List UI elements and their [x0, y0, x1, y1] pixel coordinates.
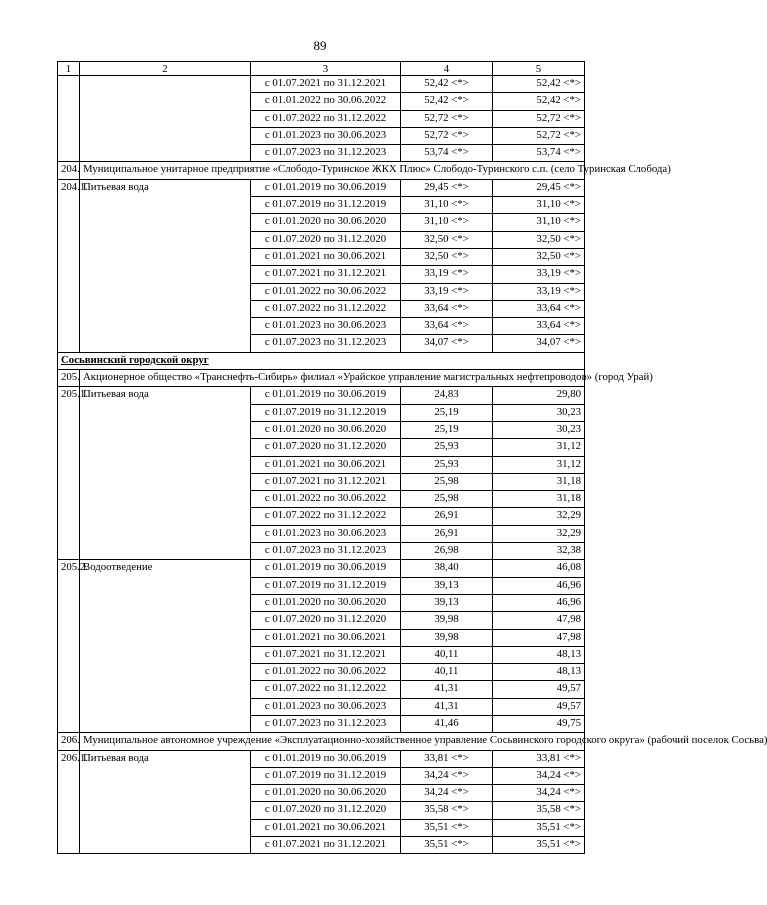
- tariff-value-vat-cell: 33,81 <*>: [493, 750, 585, 767]
- tariff-value-vat-cell: 33,64 <*>: [493, 318, 585, 335]
- tariff-row: [58, 76, 585, 93]
- tariff-value-vat-cell: 31,10 <*>: [493, 214, 585, 231]
- tariff-value-cell: 33,19 <*>: [401, 266, 493, 283]
- service-number: 204.1.: [58, 179, 80, 352]
- tariff-value-vat-cell: 34,07 <*>: [493, 335, 585, 352]
- tariff-value-vat-cell: 49,75: [493, 715, 585, 732]
- tariff-value-vat-cell: 53,74 <*>: [493, 145, 585, 162]
- tariff-value-cell: 53,74 <*>: [401, 145, 493, 162]
- period-cell: с 01.07.2020 по 31.12.2020: [251, 612, 401, 629]
- tariff-value-cell: 33,19 <*>: [401, 283, 493, 300]
- period-cell: с 01.07.2019 по 31.12.2019: [251, 404, 401, 421]
- tariff-value-cell: 41,31: [401, 698, 493, 715]
- period-cell: с 01.07.2022 по 31.12.2022: [251, 681, 401, 698]
- tariff-value-cell: 31,10 <*>: [401, 214, 493, 231]
- tariff-value-cell: 26,91: [401, 508, 493, 525]
- organization-number: 204.: [58, 162, 80, 179]
- period-cell: с 01.07.2020 по 31.12.2020: [251, 802, 401, 819]
- period-cell: с 01.01.2021 по 30.06.2021: [251, 248, 401, 265]
- period-cell: с 01.07.2019 по 31.12.2019: [251, 767, 401, 784]
- tariff-value-vat-cell: 48,13: [493, 646, 585, 663]
- tariff-row: [58, 387, 585, 404]
- tariff-value-vat-cell: 48,13: [493, 664, 585, 681]
- tariff-value-vat-cell: 31,12: [493, 456, 585, 473]
- tariff-value-vat-cell: 32,29: [493, 525, 585, 542]
- period-cell: с 01.07.2019 по 31.12.2019: [251, 577, 401, 594]
- tariff-value-vat-cell: 49,57: [493, 681, 585, 698]
- tariff-value-vat-cell: 35,58 <*>: [493, 802, 585, 819]
- tariff-value-vat-cell: 35,51 <*>: [493, 819, 585, 836]
- tariff-row: [58, 179, 585, 196]
- tariff-value-vat-cell: 34,24 <*>: [493, 785, 585, 802]
- tariff-value-vat-cell: 33,64 <*>: [493, 300, 585, 317]
- tariff-value-vat-cell: 52,42 <*>: [493, 76, 585, 93]
- tariff-value-cell: 52,42 <*>: [401, 76, 493, 93]
- service-name: Питьевая вода: [80, 750, 251, 854]
- period-cell: с 01.01.2023 по 30.06.2023: [251, 698, 401, 715]
- period-cell: с 01.01.2023 по 30.06.2023: [251, 525, 401, 542]
- period-cell: с 01.07.2021 по 31.12.2021: [251, 473, 401, 490]
- tariff-value-vat-cell: 29,80: [493, 387, 585, 404]
- organization-name: Муниципальное унитарное предприятие «Слободо-Туринское ЖКХ Плюс» Слободо-Туринского с.п. (село Туринская Слобода): [80, 162, 585, 179]
- tariff-table-body: [58, 62, 767, 854]
- organization-number: 206.: [58, 733, 80, 750]
- tariff-value-vat-cell: 47,98: [493, 612, 585, 629]
- tariff-value-cell: 33,81 <*>: [401, 750, 493, 767]
- service-name: Питьевая вода: [80, 179, 251, 352]
- period-cell: с 01.01.2019 по 30.06.2019: [251, 750, 401, 767]
- period-cell: с 01.07.2023 по 31.12.2023: [251, 715, 401, 732]
- period-cell: с 01.01.2022 по 30.06.2022: [251, 491, 401, 508]
- column-number-header: [58, 62, 585, 76]
- tariff-value-cell: 39,13: [401, 577, 493, 594]
- period-cell: с 01.07.2022 по 31.12.2022: [251, 110, 401, 127]
- period-cell: с 01.07.2020 по 31.12.2020: [251, 231, 401, 248]
- tariff-value-vat-cell: 31,18: [493, 491, 585, 508]
- period-cell: с 01.01.2021 по 30.06.2021: [251, 629, 401, 646]
- tariff-value-vat-cell: 52,42 <*>: [493, 93, 585, 110]
- tariff-value-cell: 29,45 <*>: [401, 179, 493, 196]
- tariff-value-vat-cell: 46,08: [493, 560, 585, 577]
- service-number: 205.2.: [58, 560, 80, 733]
- tariff-value-cell: 32,50 <*>: [401, 248, 493, 265]
- tariff-value-cell: 24,83: [401, 387, 493, 404]
- period-cell: с 01.07.2022 по 31.12.2022: [251, 508, 401, 525]
- tariff-value-vat-cell: 47,98: [493, 629, 585, 646]
- organization-name: Акционерное общество «Транснефть-Сибирь» филиал «Урайское управление магистральных нефтепроводов» (город Урай): [80, 370, 585, 387]
- tariff-value-vat-cell: 49,57: [493, 698, 585, 715]
- period-cell: с 01.07.2023 по 31.12.2023: [251, 335, 401, 352]
- service-number: 206.1.: [58, 750, 80, 854]
- tariff-value-vat-cell: 31,18: [493, 473, 585, 490]
- tariff-value-vat-cell: 30,23: [493, 421, 585, 438]
- tariff-value-cell: 52,72 <*>: [401, 110, 493, 127]
- period-cell: с 01.01.2023 по 30.06.2023: [251, 127, 401, 144]
- period-cell: с 01.07.2021 по 31.12.2021: [251, 266, 401, 283]
- tariff-value-vat-cell: 34,24 <*>: [493, 767, 585, 784]
- header-col-1: 1: [58, 62, 80, 76]
- service-name: Питьевая вода: [80, 387, 251, 560]
- period-cell: с 01.01.2020 по 30.06.2020: [251, 421, 401, 438]
- period-cell: с 01.01.2023 по 30.06.2023: [251, 318, 401, 335]
- tariff-value-vat-cell: 35,51 <*>: [493, 837, 585, 854]
- period-cell: с 01.07.2023 по 31.12.2023: [251, 145, 401, 162]
- section-title: Сосьвинский городской округ: [58, 352, 585, 369]
- period-cell: с 01.07.2023 по 31.12.2023: [251, 543, 401, 560]
- tariff-value-cell: 25,98: [401, 491, 493, 508]
- tariff-value-cell: 39,98: [401, 629, 493, 646]
- tariff-value-cell: 35,58 <*>: [401, 802, 493, 819]
- continued-number-cell: [58, 76, 80, 162]
- tariff-value-vat-cell: 32,50 <*>: [493, 248, 585, 265]
- tariff-value-cell: 34,24 <*>: [401, 767, 493, 784]
- header-col-2: 2: [80, 62, 251, 76]
- section-row: [58, 352, 585, 369]
- tariff-value-cell: 40,11: [401, 646, 493, 663]
- period-cell: с 01.07.2021 по 31.12.2021: [251, 646, 401, 663]
- tariff-value-vat-cell: 32,38: [493, 543, 585, 560]
- tariff-table: [57, 61, 767, 854]
- tariff-value-vat-cell: 52,72 <*>: [493, 127, 585, 144]
- tariff-value-cell: 40,11: [401, 664, 493, 681]
- tariff-value-vat-cell: 46,96: [493, 594, 585, 611]
- tariff-value-cell: 35,51 <*>: [401, 837, 493, 854]
- page-number: 89: [313, 38, 327, 53]
- period-cell: с 01.07.2021 по 31.12.2021: [251, 76, 401, 93]
- tariff-value-cell: 26,98: [401, 543, 493, 560]
- tariff-value-cell: 25,19: [401, 404, 493, 421]
- tariff-value-cell: 25,93: [401, 456, 493, 473]
- period-cell: с 01.01.2020 по 30.06.2020: [251, 785, 401, 802]
- service-number: 205.1.: [58, 387, 80, 560]
- tariff-value-vat-cell: 29,45 <*>: [493, 179, 585, 196]
- organization-row: [58, 370, 585, 387]
- tariff-value-cell: 32,50 <*>: [401, 231, 493, 248]
- period-cell: с 01.01.2020 по 30.06.2020: [251, 214, 401, 231]
- tariff-value-cell: 34,07 <*>: [401, 335, 493, 352]
- tariff-value-vat-cell: 33,19 <*>: [493, 283, 585, 300]
- period-cell: с 01.01.2022 по 30.06.2022: [251, 664, 401, 681]
- tariff-value-cell: 25,19: [401, 421, 493, 438]
- period-cell: с 01.01.2019 по 30.06.2019: [251, 560, 401, 577]
- period-cell: с 01.07.2020 по 31.12.2020: [251, 439, 401, 456]
- tariff-value-vat-cell: 31,10 <*>: [493, 197, 585, 214]
- organization-number: 205.: [58, 370, 80, 387]
- organization-row: [58, 733, 585, 750]
- tariff-value-cell: 52,42 <*>: [401, 93, 493, 110]
- period-cell: с 01.01.2019 по 30.06.2019: [251, 387, 401, 404]
- period-cell: с 01.01.2020 по 30.06.2020: [251, 594, 401, 611]
- tariff-value-cell: 41,46: [401, 715, 493, 732]
- tariff-value-cell: 33,64 <*>: [401, 318, 493, 335]
- tariff-value-cell: 34,24 <*>: [401, 785, 493, 802]
- tariff-value-cell: 25,93: [401, 439, 493, 456]
- period-cell: с 01.07.2021 по 31.12.2021: [251, 837, 401, 854]
- header-col-5: 5: [493, 62, 585, 76]
- tariff-row: [58, 750, 585, 767]
- period-cell: с 01.01.2021 по 30.06.2021: [251, 819, 401, 836]
- tariff-value-cell: 25,98: [401, 473, 493, 490]
- header-col-3: 3: [251, 62, 401, 76]
- service-name: Водоотведение: [80, 560, 251, 733]
- tariff-value-cell: 39,13: [401, 594, 493, 611]
- period-cell: с 01.01.2022 по 30.06.2022: [251, 283, 401, 300]
- tariff-value-vat-cell: 30,23: [493, 404, 585, 421]
- tariff-value-cell: 38,40: [401, 560, 493, 577]
- tariff-value-vat-cell: 46,96: [493, 577, 585, 594]
- period-cell: с 01.01.2021 по 30.06.2021: [251, 456, 401, 473]
- tariff-value-cell: 41,31: [401, 681, 493, 698]
- header-col-4: 4: [401, 62, 493, 76]
- tariff-value-cell: 39,98: [401, 612, 493, 629]
- tariff-value-vat-cell: 32,29: [493, 508, 585, 525]
- tariff-row: [58, 560, 585, 577]
- tariff-value-cell: 52,72 <*>: [401, 127, 493, 144]
- tariff-value-vat-cell: 31,12: [493, 439, 585, 456]
- organization-row: [58, 162, 585, 179]
- period-cell: с 01.01.2019 по 30.06.2019: [251, 179, 401, 196]
- tariff-value-vat-cell: 32,50 <*>: [493, 231, 585, 248]
- period-cell: с 01.07.2019 по 31.12.2019: [251, 197, 401, 214]
- tariff-value-vat-cell: 33,19 <*>: [493, 266, 585, 283]
- tariff-value-cell: 31,10 <*>: [401, 197, 493, 214]
- period-cell: с 01.07.2022 по 31.12.2022: [251, 300, 401, 317]
- tariff-value-cell: 35,51 <*>: [401, 819, 493, 836]
- period-cell: с 01.01.2022 по 30.06.2022: [251, 93, 401, 110]
- tariff-value-cell: 33,64 <*>: [401, 300, 493, 317]
- organization-name: Муниципальное автономное учреждение «Эксплуатационно-хозяйственное управление Сосьвинского городского округа» (рабочий поселок Сосьва): [80, 733, 585, 750]
- tariff-value-vat-cell: 52,72 <*>: [493, 110, 585, 127]
- continued-service-cell: [80, 76, 251, 162]
- tariff-value-cell: 26,91: [401, 525, 493, 542]
